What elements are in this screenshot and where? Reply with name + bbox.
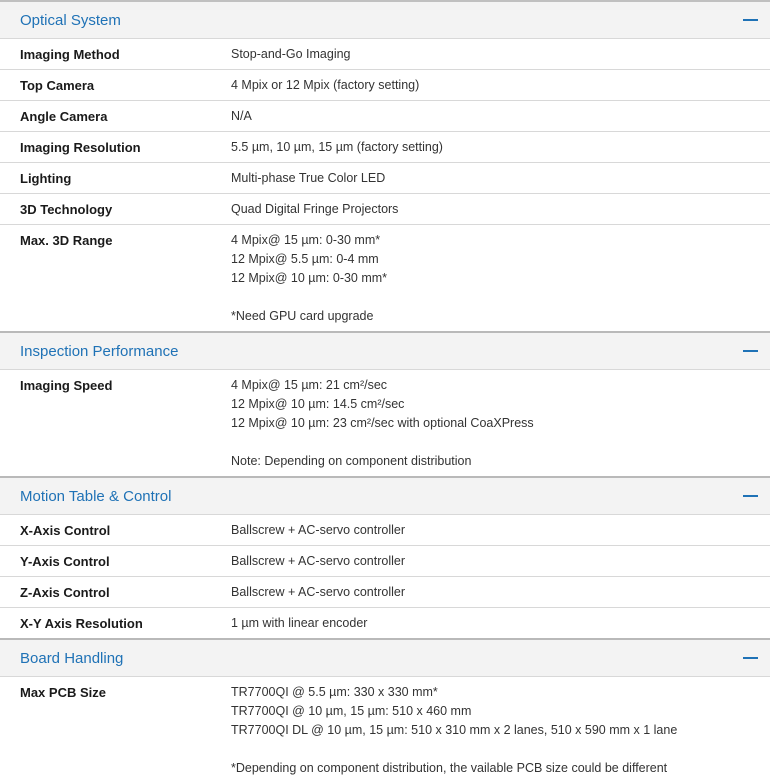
spec-value-line: 4 Mpix@ 15 µm: 0-30 mm* xyxy=(231,233,381,247)
spec-value xyxy=(231,552,405,571)
spec-value-line: Note: Depending on component distribution xyxy=(231,454,472,468)
spec-value xyxy=(231,614,367,633)
spec-value xyxy=(231,76,419,95)
spec-label: X-Y Axis Resolution xyxy=(20,616,143,631)
spec-row xyxy=(0,162,770,193)
spec-value-line xyxy=(231,288,387,307)
spec-label: Top Camera xyxy=(20,78,95,93)
spec-row xyxy=(0,224,770,331)
spec-value-line: 12 Mpix@ 5.5 µm: 0-4 mm xyxy=(231,252,379,266)
spec-value-line: 5.5 µm, 10 µm, 15 µm (factory setting) xyxy=(231,140,443,154)
spec-row xyxy=(0,369,770,476)
spec-value-line xyxy=(231,433,534,452)
spec-value-line: Ballscrew + AC-servo controller xyxy=(231,523,406,537)
spec-value-line: TR7700QI @ 10 µm, 15 µm: 510 x 460 mm xyxy=(231,704,472,718)
spec-row xyxy=(0,545,770,576)
spec-row xyxy=(0,193,770,224)
spec-value-line: 4 Mpix or 12 Mpix (factory setting) xyxy=(231,78,420,92)
spec-value-line: 12 Mpix@ 10 µm: 14.5 cm²/sec xyxy=(231,397,405,411)
spec-label: Imaging Speed xyxy=(20,378,113,393)
spec-value-line: Multi-phase True Color LED xyxy=(231,171,386,185)
section-title: Optical System xyxy=(20,11,121,29)
spec-value xyxy=(231,169,385,188)
spec-value-line: Quad Digital Fringe Projectors xyxy=(231,202,399,216)
spec-value-line: 12 Mpix@ 10 µm: 23 cm²/sec with optional CoaXPress xyxy=(231,416,534,430)
spec-value-line: TR7700QI @ 5.5 µm: 330 x 330 mm* xyxy=(231,685,438,699)
spec-label: Lighting xyxy=(20,171,72,186)
spec-value-line: N/A xyxy=(231,109,252,123)
spec-value xyxy=(231,376,534,471)
section-title: Inspection Performance xyxy=(20,342,179,360)
spec-value xyxy=(231,200,398,219)
spec-value xyxy=(231,583,405,602)
spec-value-line: Ballscrew + AC-servo controller xyxy=(231,585,406,599)
section-title: Board Handling xyxy=(20,649,124,667)
spec-value-line: TR7700QI DL @ 10 µm, 15 µm: 510 x 310 mm x 2 lanes, 510 x 590 mm x 1 lane xyxy=(231,723,678,737)
spec-value-line: 4 Mpix@ 15 µm: 21 cm²/sec xyxy=(231,378,388,392)
spec-value xyxy=(231,107,252,126)
spec-row xyxy=(0,69,770,100)
minus-icon[interactable] xyxy=(743,350,758,352)
section-header-optical-system[interactable] xyxy=(0,0,770,38)
spec-value-line: *Need GPU card upgrade xyxy=(231,309,374,323)
spec-value xyxy=(231,231,387,326)
spec-row xyxy=(0,131,770,162)
minus-icon[interactable] xyxy=(743,19,758,21)
spec-value-line: *Depending on component distribution, the vailable PCB size could be different xyxy=(231,761,668,775)
spec-value-line xyxy=(231,740,677,759)
spec-row xyxy=(0,38,770,69)
section-header-board-handling[interactable] xyxy=(0,638,770,676)
spec-value xyxy=(231,683,677,778)
spec-value-line: Ballscrew + AC-servo controller xyxy=(231,554,406,568)
spec-row xyxy=(0,514,770,545)
spec-row xyxy=(0,576,770,607)
spec-label: Max PCB Size xyxy=(20,685,106,700)
spec-value-line: 12 Mpix@ 10 µm: 0-30 mm* xyxy=(231,271,388,285)
spec-row xyxy=(0,676,770,783)
spec-label: Angle Camera xyxy=(20,109,108,124)
section-title: Motion Table & Control xyxy=(20,487,172,505)
spec-value xyxy=(231,138,443,157)
spec-value xyxy=(231,521,405,540)
minus-icon[interactable] xyxy=(743,495,758,497)
section-header-motion-table-control[interactable] xyxy=(0,476,770,514)
spec-label: 3D Technology xyxy=(20,202,113,217)
section-header-inspection-performance[interactable] xyxy=(0,331,770,369)
spec-label: Max. 3D Range xyxy=(20,233,113,248)
spec-label: X-Axis Control xyxy=(20,523,111,538)
spec-row xyxy=(0,607,770,638)
spec-row xyxy=(0,100,770,131)
spec-value-line: 1 µm with linear encoder xyxy=(231,616,368,630)
minus-icon[interactable] xyxy=(743,657,758,659)
spec-value xyxy=(231,45,351,64)
spec-label: Imaging Method xyxy=(20,47,120,62)
spec-label: Z-Axis Control xyxy=(20,585,110,600)
spec-label: Imaging Resolution xyxy=(20,140,141,155)
spec-value-line: Stop-and-Go Imaging xyxy=(231,47,351,61)
spec-label: Y-Axis Control xyxy=(20,554,110,569)
